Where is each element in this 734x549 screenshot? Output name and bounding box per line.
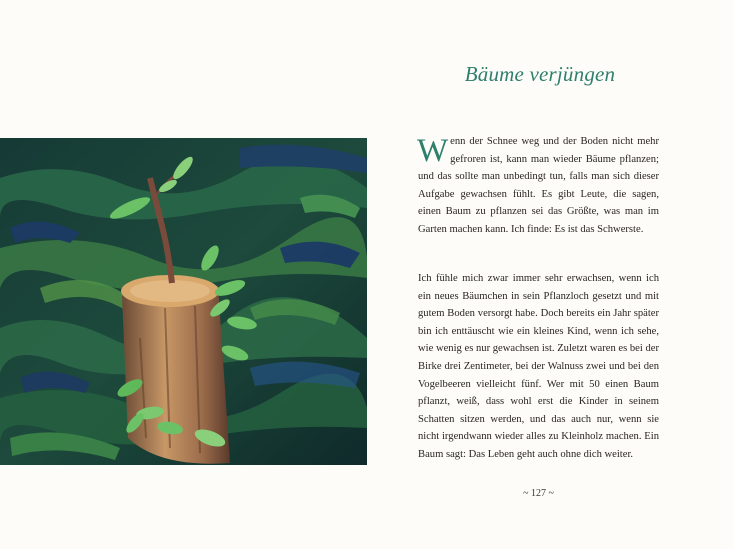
- drop-cap: W: [417, 133, 449, 169]
- tree-stump-painting: [0, 138, 367, 465]
- paragraph-1: [418, 133, 659, 239]
- paragraph-1-text: enn der Schnee weg und der Boden nicht mehr gefroren ist, kann man wieder Bäume pflanzen; und das sollte man unbedingt tun, falls man sich dieser Aufgabe gewachsen fühlt. Es gibt Leute, die sagen, einen Baum zu pflanzen sei das Größte, was man im Garten machen kann. Ich finde: Es ist das Schwerste.: [418, 136, 659, 235]
- painting-illustration: [0, 138, 367, 465]
- paragraph-2: Ich fühle mich zwar immer sehr erwachsen, wenn ich ein neues Bäumchen in sein Pflanzloch gesetzt und mit gutem Boden versorgt habe. Doch bereits ein Jahr später bin ich enttäuscht wie ein kleines Kind, wenn ich sehe, wie wenig es nur gewachsen ist. Zuletzt waren es bei der Birke drei Zentimeter, bei der Walnuss zwei und bei den Vogelbeeren vielleicht fünf. Wer mit 50 einen Baum pflanzt, weiß, dass wohl erst die Kinder in seinem Schatten sitzen werden, und das auch nur, wenn sie nicht irgendwann wieder alles zu Kleinholz machen. Ein Baum sagt: Das Leben geht auch ohne dich weiter.: [418, 273, 659, 460]
- page-number: ~ 127 ~: [523, 488, 554, 499]
- chapter-title: Bäume verjüngen: [464, 62, 616, 86]
